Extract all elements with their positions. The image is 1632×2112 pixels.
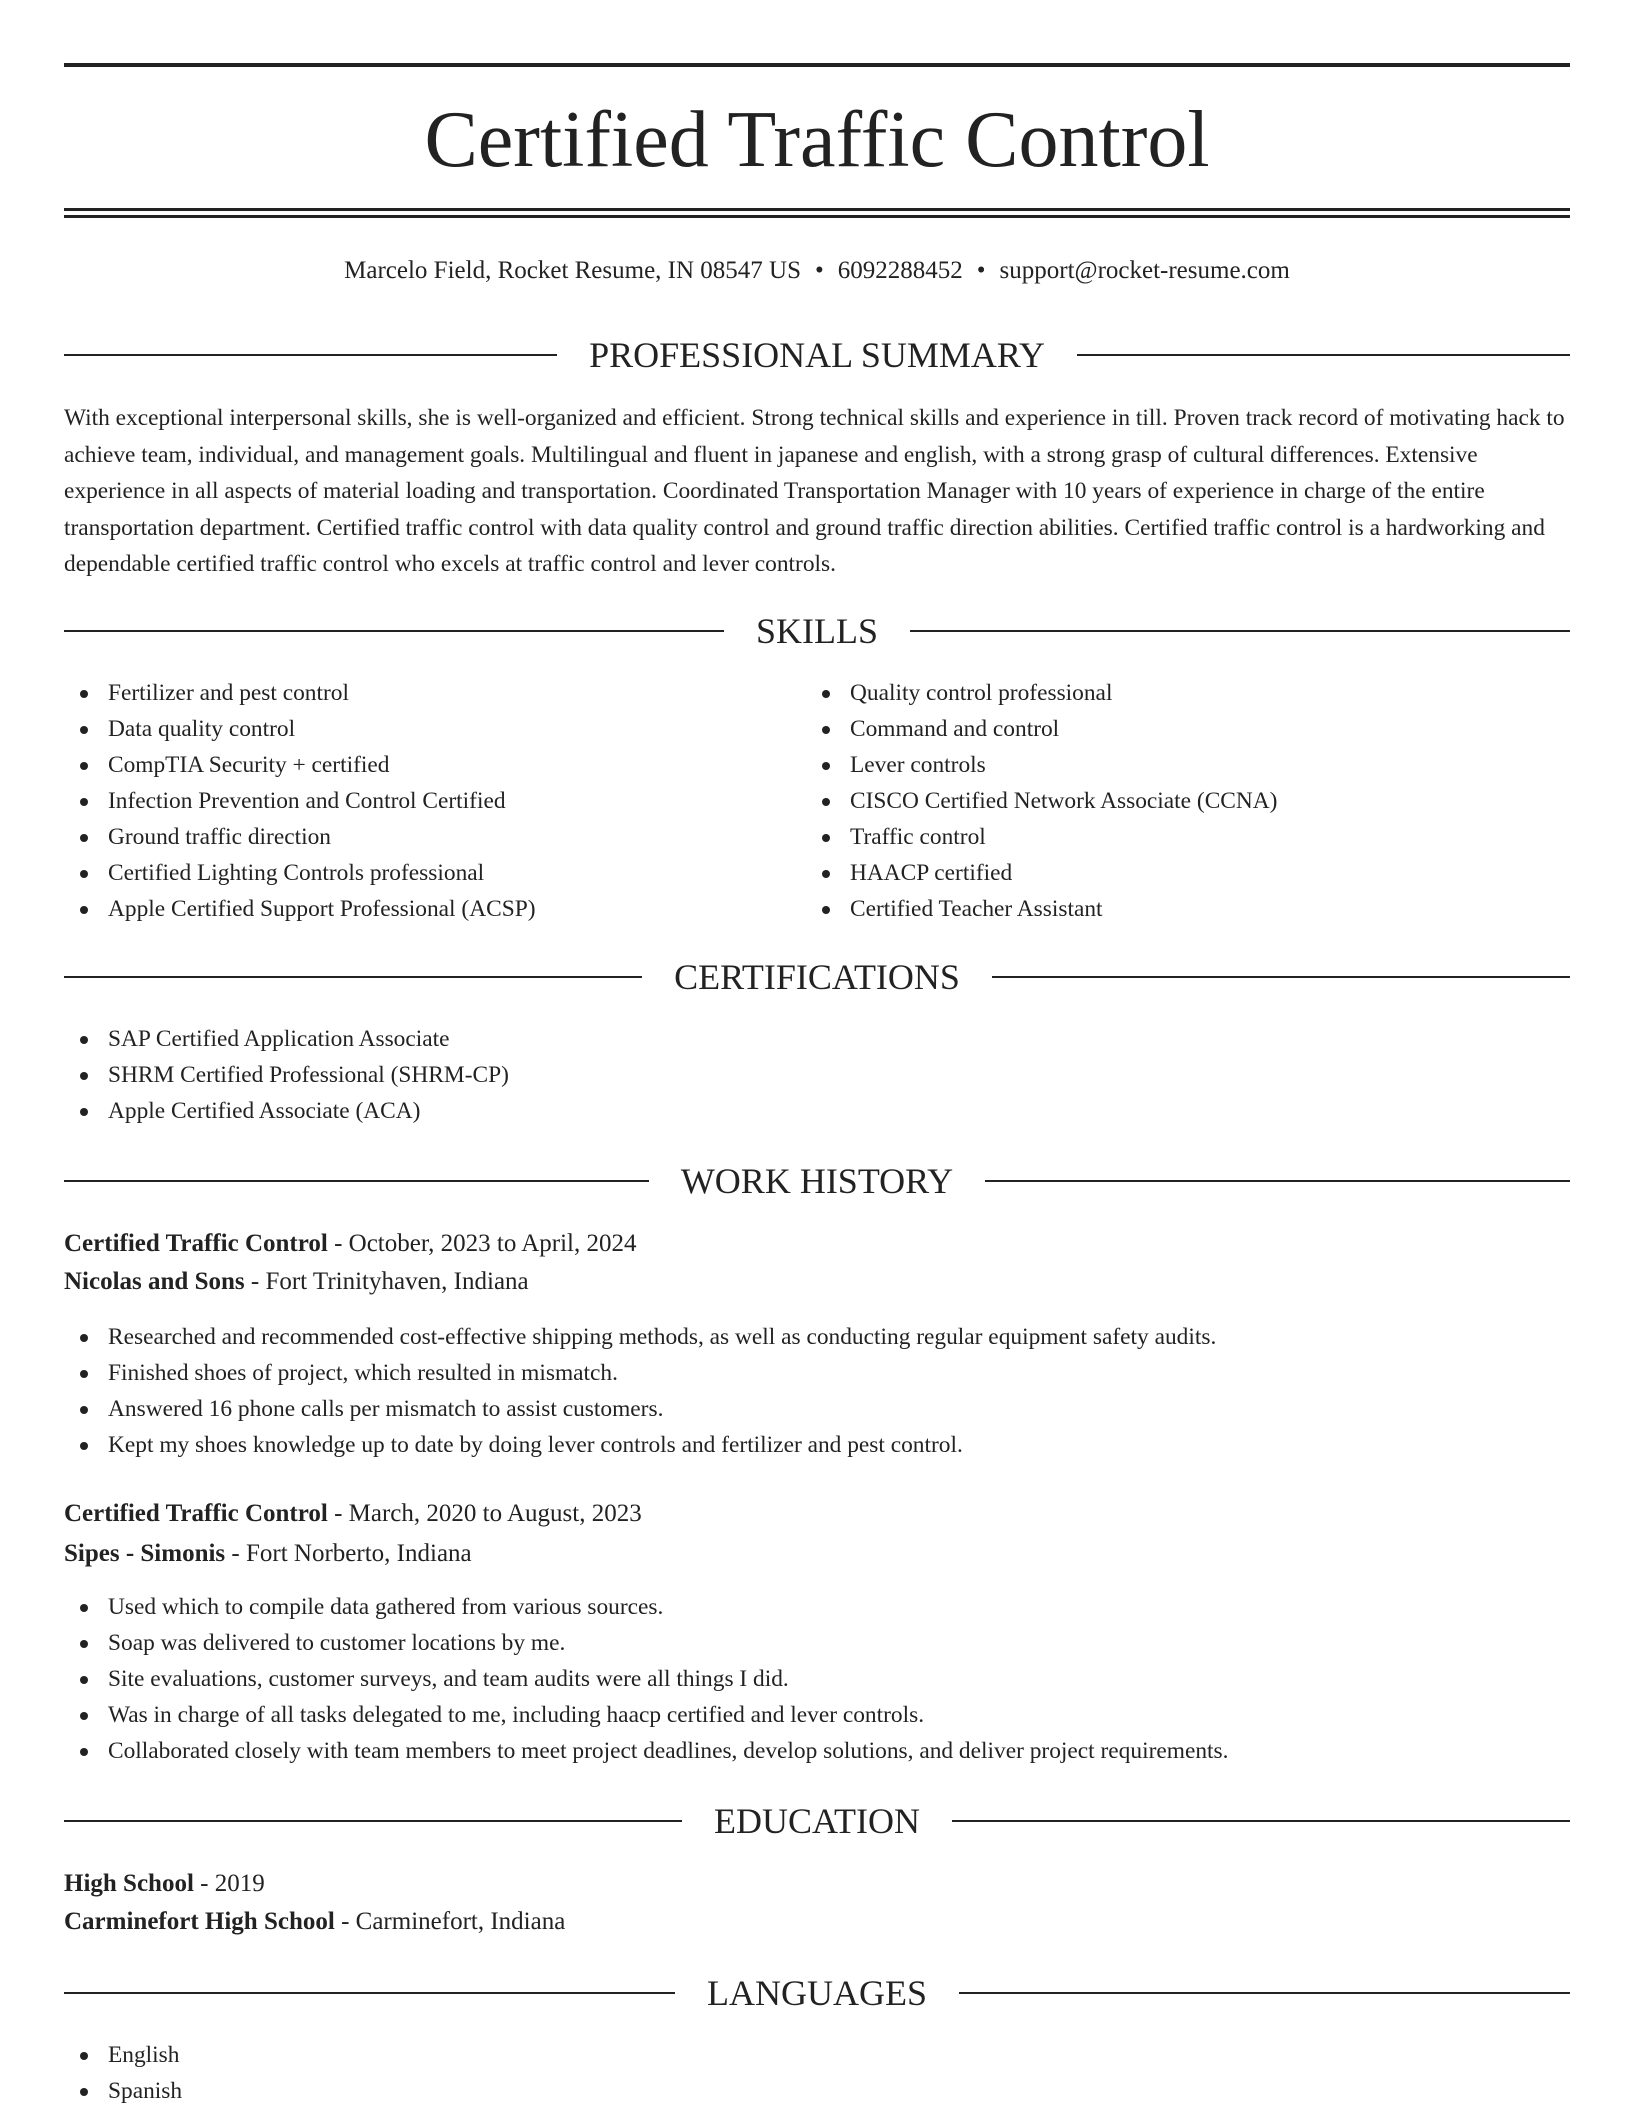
list-item: HAACP certified — [806, 855, 1277, 891]
list-item: Data quality control — [64, 711, 536, 747]
section-work-heading — [64, 1159, 1570, 1203]
job-dates: - October, 2023 to April, 2024 — [327, 1230, 637, 1257]
divider-line — [959, 1992, 1570, 1994]
job-location: - Fort Trinityhaven, Indiana — [244, 1268, 529, 1295]
divider-line — [1077, 354, 1570, 356]
list-item: Was in charge of all tasks delegated to me, including haacp certified and lever controls. — [64, 1697, 1228, 1733]
header-rule-2 — [64, 215, 1570, 218]
list-item: Fertilizer and pest control — [64, 675, 536, 711]
job-company-line — [64, 1536, 472, 1572]
section-education-heading — [64, 1799, 1570, 1843]
contact-phone: 6092288452 — [837, 257, 963, 284]
list-item: Certified Teacher Assistant — [806, 891, 1277, 927]
job-title: Certified Traffic Control — [64, 1230, 328, 1257]
header-rule-1 — [64, 208, 1570, 211]
section-title: EDUCATION — [714, 1801, 920, 1841]
section-certifications-heading — [64, 955, 1570, 999]
list-item: Infection Prevention and Control Certified — [64, 783, 536, 819]
education-school: Carminefort High School — [64, 1908, 335, 1935]
list-item: CISCO Certified Network Associate (CCNA) — [806, 783, 1277, 819]
list-item: Lever controls — [806, 747, 1277, 783]
section-title: CERTIFICATIONS — [674, 957, 960, 997]
education-school-line — [64, 1904, 565, 1940]
list-item: CompTIA Security + certified — [64, 747, 536, 783]
education-year: - 2019 — [193, 1870, 265, 1897]
list-item: Spanish — [64, 2073, 182, 2109]
job-bullets — [64, 1589, 1228, 1769]
resume-title: Certified Traffic Control — [424, 96, 1210, 184]
education-location: - Carminefort, Indiana — [334, 1908, 566, 1935]
job-title-line — [64, 1496, 642, 1532]
certifications-list — [64, 1021, 509, 1129]
list-item: Certified Lighting Controls professional — [64, 855, 536, 891]
divider-line — [985, 1180, 1570, 1182]
list-item: English — [64, 2037, 182, 2073]
section-languages-heading — [64, 1971, 1570, 2015]
list-item: Ground traffic direction — [64, 819, 536, 855]
divider-line — [64, 1180, 649, 1182]
contact-separator: • — [815, 257, 824, 284]
section-title: SKILLS — [756, 611, 879, 651]
list-item: SAP Certified Application Associate — [64, 1021, 509, 1057]
job-location: - Fort Norberto, Indiana — [225, 1540, 472, 1567]
section-title: LANGUAGES — [707, 1973, 927, 2013]
job-company: Nicolas and Sons — [64, 1268, 245, 1295]
list-item: Answered 16 phone calls per mismatch to assist customers. — [64, 1391, 1216, 1427]
list-item: SHRM Certified Professional (SHRM-CP) — [64, 1057, 509, 1093]
languages-list — [64, 2037, 182, 2109]
skills-list-right — [806, 675, 1277, 927]
contact-line — [64, 254, 1570, 288]
divider-line — [64, 1992, 675, 1994]
list-item: Soap was delivered to customer locations by me. — [64, 1625, 1228, 1661]
list-item: Researched and recommended cost-effective shipping methods, as well as conducting regular equipment safety audits. — [64, 1319, 1216, 1355]
job-company-line — [64, 1264, 529, 1300]
skills-list-left — [64, 675, 536, 927]
section-title: WORK HISTORY — [680, 1161, 954, 1201]
divider-line — [910, 630, 1570, 632]
list-item: Traffic control — [806, 819, 1277, 855]
job-title-line — [64, 1226, 637, 1262]
contact-separator: • — [976, 257, 986, 284]
job-title: Certified Traffic Control — [64, 1500, 328, 1527]
list-item: Used which to compile data gathered from various sources. — [64, 1589, 1228, 1625]
list-item: Command and control — [806, 711, 1277, 747]
education-degree: High School — [64, 1870, 194, 1897]
list-item: Apple Certified Associate (ACA) — [64, 1093, 509, 1129]
divider-line — [64, 354, 557, 356]
education-degree-line — [64, 1866, 265, 1902]
contact-address: Marcelo Field, Rocket Resume, IN 08547 US — [344, 257, 802, 284]
divider-line — [64, 976, 642, 978]
divider-line — [64, 1820, 682, 1822]
job-bullets — [64, 1319, 1216, 1463]
contact-email: support@rocket-resume.com — [999, 257, 1290, 284]
section-skills-heading — [64, 609, 1570, 653]
list-item: Apple Certified Support Professional (ACSP) — [64, 891, 536, 927]
job-dates: - March, 2020 to August, 2023 — [327, 1500, 642, 1527]
section-title: PROFESSIONAL SUMMARY — [589, 335, 1045, 375]
list-item: Quality control professional — [806, 675, 1277, 711]
job-company: Sipes - Simonis — [64, 1540, 226, 1567]
divider-line — [992, 976, 1570, 978]
divider-line — [64, 630, 724, 632]
list-item: Collaborated closely with team members to meet project deadlines, develop solutions, and deliver project requirements. — [64, 1733, 1228, 1769]
divider-line — [952, 1820, 1570, 1822]
list-item: Kept my shoes knowledge up to date by doing lever controls and fertilizer and pest control. — [64, 1427, 1216, 1463]
header-top-rule — [64, 63, 1570, 67]
summary-text: With exceptional interpersonal skills, she is well-organized and efficient. Strong technical skills and experience in till. Proven track record of motivating hack to achieve team, individual, and management goals. Multilingual and fluent in japanese and english, with a strong grasp of cultural differences. Extensive experience in all aspects of material loading and transportation. Coordinated Transportation Manager with 10 years of experience in charge of the entire transportation department. Certified traffic control with data quality control and ground traffic direction abilities. Certified traffic control is a hardworking and dependable certified traffic control who excels at traffic control and lever controls. — [64, 405, 1565, 577]
list-item: Finished shoes of project, which resulted in mismatch. — [64, 1355, 1216, 1391]
section-summary-heading — [64, 333, 1570, 377]
list-item: Site evaluations, customer surveys, and team audits were all things I did. — [64, 1661, 1228, 1697]
